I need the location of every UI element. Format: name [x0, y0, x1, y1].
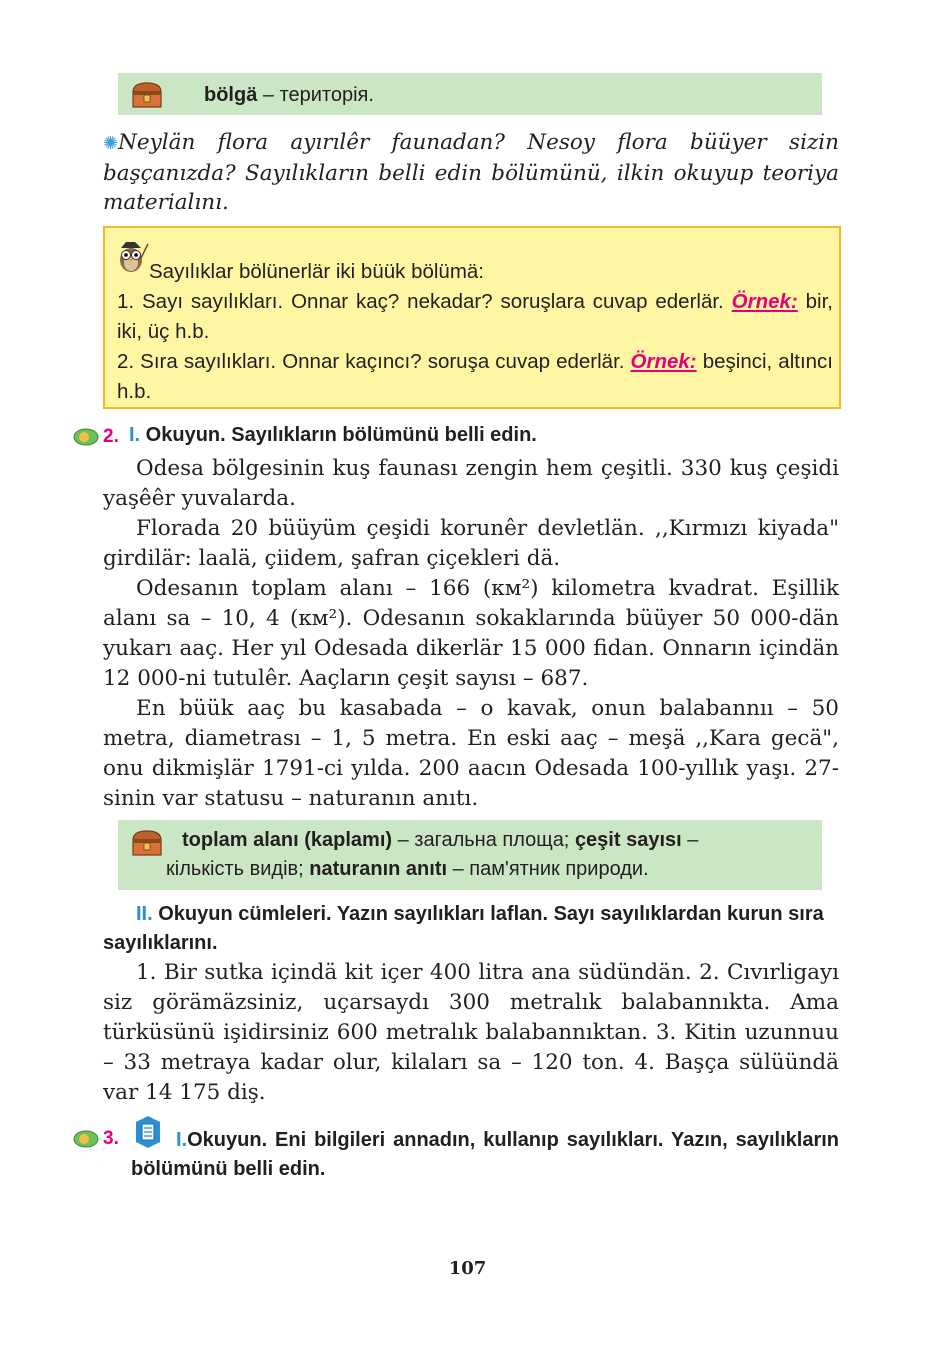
- vocab-line-2: [166, 858, 649, 881]
- exercise-title: Okuyun. Eni bilgileri annadın, kullanıp sayılıkları. Yazın, sayılıkların bölümünü belli edin.: [131, 1129, 839, 1180]
- treasure-chest-icon: [130, 828, 164, 858]
- snowflake-icon: ✺: [103, 133, 119, 154]
- vocab-translation: кількість видів;: [166, 858, 310, 880]
- vocab-line: [204, 84, 374, 107]
- example-label: Örnek:: [731, 290, 798, 313]
- vocab-translation: –: [681, 829, 699, 851]
- question-paragraph: [103, 128, 839, 218]
- vocab-term: naturanın anıtı: [309, 858, 448, 880]
- vocab-translation: – територія.: [257, 84, 374, 106]
- example-text: bir, iki, üç h.b.: [117, 290, 833, 343]
- example-label: Örnek:: [630, 350, 697, 373]
- vocabulary-box-mid: [118, 820, 822, 890]
- vocab-term: çeşit sayısı: [574, 829, 682, 851]
- exercise-roman: I.: [176, 1129, 188, 1151]
- question-text: Neylän flora ayırılêr faunadan? Nesoy flora büüyer sizin başçanızda? Sayılıkların belli edin bölümünü, ilkin okuyup teoriya materialını.: [103, 130, 839, 215]
- vocab-translation: – загальна площа;: [392, 829, 575, 851]
- example-text: beşinci, altıncı h.b.: [117, 350, 833, 403]
- exercise-number: 3.: [103, 1128, 119, 1149]
- exercise-text: [103, 454, 839, 814]
- exercise-roman: II.: [136, 903, 153, 925]
- exercise-text: 1. Bir sutka içindä kit içer 400 litra ana südündän. 2. Cıvırligayı siz görämäzsiniz, uçarsaydı 300 metralık balabannıkta. Ama türküsünü işidirsiniz 600 metralık balabannıktan. 3. Kitin uzunnuu – 33 metraya kadar olur, kilaları sa – 120 ton. 4. Başça sülüündä var 14 175 diş.: [103, 960, 839, 1105]
- paragraph: Florada 20 büüyüm çeşidi korunêr devletlän. ,,Kırmızı kiyada" girdilär: laalä, çiidem, şafran çiçekleri dä.: [103, 516, 839, 571]
- vocab-line-1: [182, 829, 698, 852]
- theory-intro: Sayılıklar bölünerlär iki büük bölümä:: [149, 260, 484, 283]
- vocab-term: bölgä: [204, 84, 258, 106]
- page-number: 107: [448, 1258, 487, 1279]
- theory-item-1-text: 1. Sayı sayılıkları. Onnar kaç? nekadar? soruşlara cuvap ederlär.: [117, 290, 724, 313]
- vocabulary-box-top: [118, 73, 822, 115]
- exercise-heading: [129, 424, 537, 447]
- exercise-bullet-icon: [73, 1130, 99, 1148]
- exercise-heading: [131, 1126, 839, 1184]
- theory-box: [103, 226, 841, 409]
- theory-text: [117, 257, 833, 407]
- paragraph: Odesanın toplam alanı – 166 (км²) kilometra kvadrat. Eşillik alanı sa – 10, 4 (км²). Odesanın sokaklarında büüyer 50 000-dän yukarı aaç. Her yıl Odesada dikerlär 15 000 fidan. Onnarın içindän 12 000-ni tutulêr. Aaçların çeşit sayısı – 687.: [103, 576, 839, 691]
- exercise-title: Okuyun. Sayılıkların bölümünü belli edin.: [140, 424, 537, 446]
- exercise-number: 2.: [103, 426, 119, 447]
- paragraph: Odesa bölgesinin kuş faunası zengin hem çeşitli. 330 kuş çeşidi yaşêêr yuvalarda.: [103, 456, 839, 511]
- theory-item-2: [117, 347, 833, 407]
- exercise-roman: I.: [129, 424, 141, 446]
- vocab-term: toplam alanı (kaplamı): [182, 829, 393, 851]
- theory-item-2-text: 2. Sıra sayılıkları. Onnar kaçıncı? soruşa cuvap ederlär.: [117, 350, 631, 373]
- vocab-translation: – пам'ятник природи.: [447, 858, 649, 880]
- paragraph: En büük aaç bu kasabada – o kavak, onun balabannıı – 50 metra, diametrası – 1, 5 metra. En eski aaç – meşä ,,Kara gecä", onu dikmişlär 1791-ci yılda. 200 aacın Odesada 100-yıllık yaşı. 27-sinin var statusu – naturanın anıtı.: [103, 696, 839, 811]
- treasure-chest-icon: [130, 80, 164, 110]
- exercise-title: Okuyun cümleleri. Yazın sayılıkları laflan. Sayı sayılıklardan kurun sıra sayılıklarını.: [103, 903, 824, 954]
- theory-item-1: [117, 287, 833, 347]
- exercise-bullet-icon: [73, 428, 99, 446]
- exercise-heading: [103, 900, 839, 958]
